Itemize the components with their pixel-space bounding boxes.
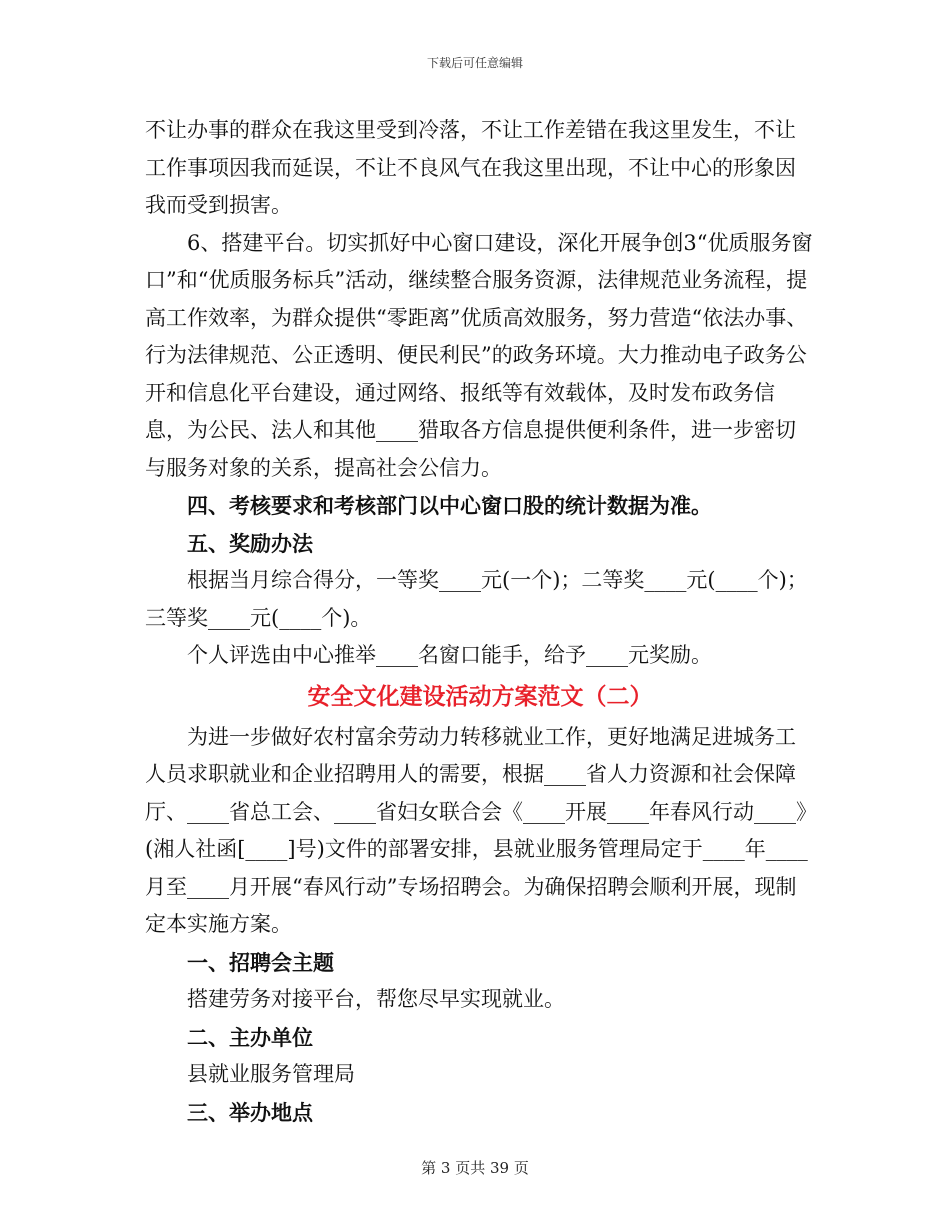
heading-organizer: 二、主办单位 [187,1024,313,1050]
section-title: 安全文化建设活动方案范文（二） [307,682,653,710]
paragraph-intro: 为进一步做好农村富余劳动力转移就业工作，更好地满足进城务工人员求职就业和企业招聘用人的需要，根据____省人力资源和社会保障厅、____省总工会、____省妇女联合会《____开展____年春风行动____》(湘人社函[____]号)文件的部署安排，县就业服务管理局定于____年____月至____月开展“春风行动”专场招聘会。为确保招聘会顺利开展，现制定本实施方案。 [145,724,808,936]
page-header: 下载后可任意编辑 [426,56,523,70]
paragraph-organizer: 县就业服务管理局 [187,1062,355,1086]
paragraph-reward-levels: 根据当月综合得分，一等奖____元(一个)；二等奖____元(____个)；三等奖____元(____个)。 [145,568,808,630]
heading-rewards: 五、奖励办法 [187,530,313,556]
paragraph-item-6: 6、搭建平台。切实抓好中心窗口建设，深化开展争创3“优质服务窗口”和“优质服务标兵”活动，继续整合服务资源，法律规范业务流程，提高工作效率，为群众提供“零距离”优质高效服务，努力营造“依法办事、行为法律规范、公正透明、便民利民”的政务环境。大力推动电子政务公开和信息化平台建设，通过网络、报纸等有效载体，及时发布政务信息，为公民、法人和其他____猎取各方信息提供便利条件，进一步密切与服务对象的关系，提高社会公信力。 [145,230,813,480]
paragraph-continuation: 不让办事的群众在我这里受到冷落，不让工作差错在我这里发生，不让工作事项因我而延误，不让不良风气在我这里出现，不让中心的形象因我而受到损害。 [145,118,796,217]
paragraph-individual-reward: 个人评选由中心推举____名窗口能手，给予____元奖励。 [187,643,712,667]
heading-venue: 三、举办地点 [187,1099,313,1125]
document-body [145,112,815,1131]
heading-theme: 一、招聘会主题 [187,949,334,975]
heading-assessment: 四、考核要求和考核部门以中心窗口股的统计数据为准。 [187,493,712,518]
paragraph-theme: 搭建劳务对接平台，帮您尽早实现就业。 [187,987,565,1011]
page-footer: 第 3 页共 39 页 [421,1159,529,1177]
